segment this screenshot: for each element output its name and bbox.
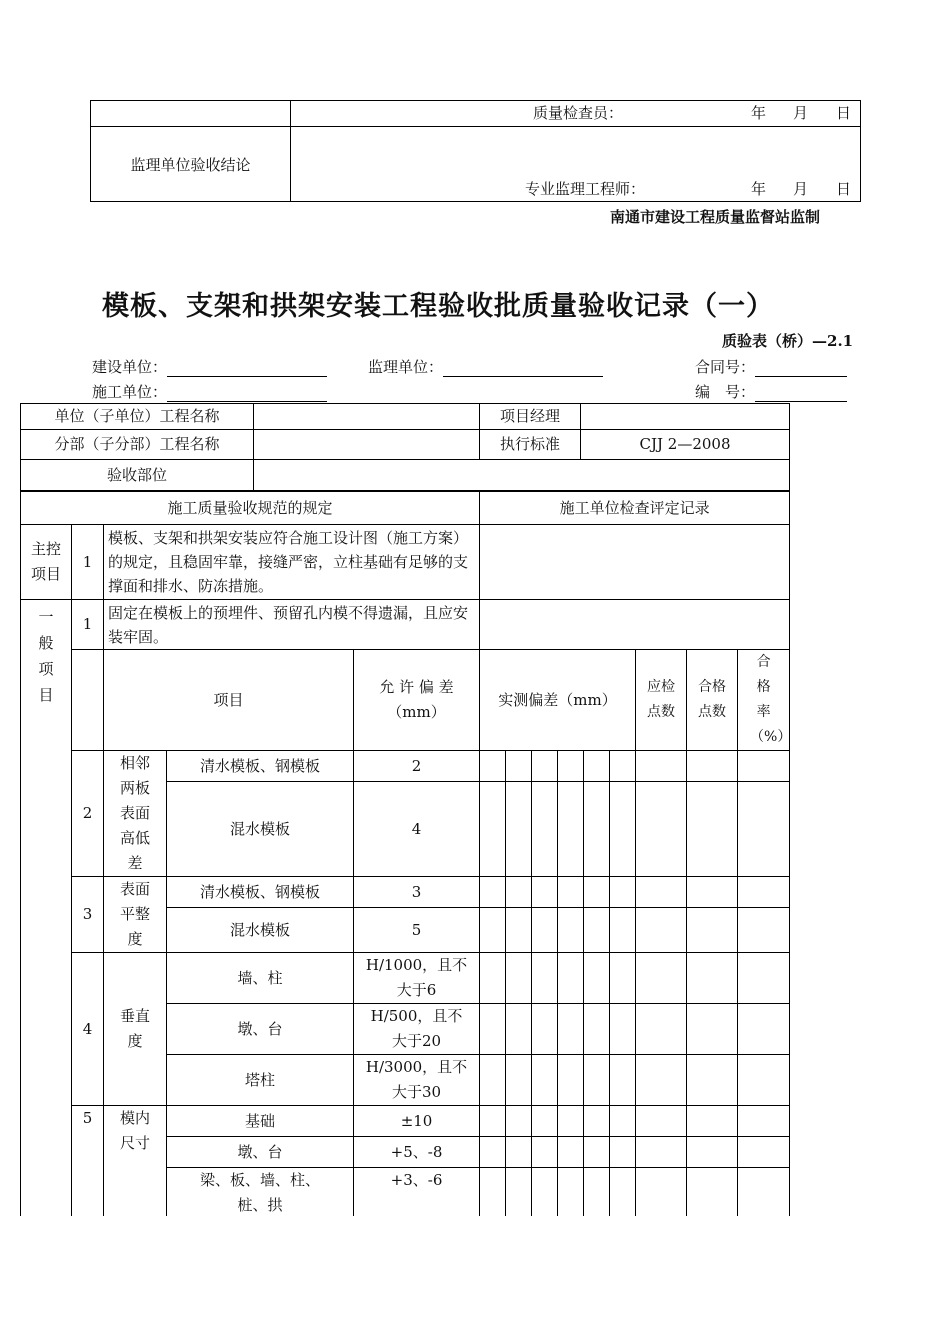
cell[interactable] [506, 751, 532, 782]
row5-no: 5 [72, 1106, 104, 1219]
inspector-label: 质量检查员： [533, 104, 624, 122]
cell[interactable] [687, 877, 738, 908]
acceptance-part-label: 验收部位 [21, 460, 254, 491]
row5-sub1-tol: ±10 [354, 1106, 480, 1137]
cell[interactable] [636, 908, 687, 953]
col-should-check: 应检点数 [636, 650, 687, 751]
row3-sub1-tol: 3 [354, 877, 480, 908]
supervisor-field[interactable] [443, 358, 603, 377]
cell[interactable] [584, 782, 610, 877]
row4-sub2: 墩、台 [167, 1004, 354, 1055]
cell[interactable] [584, 877, 610, 908]
builder-field[interactable] [167, 358, 327, 377]
cell[interactable] [738, 1168, 790, 1219]
cell[interactable] [738, 782, 790, 877]
cell[interactable] [636, 953, 687, 1004]
row4-sub1-tol: H/1000，且不大于6 [354, 953, 480, 1004]
cell[interactable] [480, 1168, 506, 1219]
cell[interactable] [636, 1168, 687, 1219]
cell[interactable] [584, 1004, 610, 1055]
inspector-month: 月 [793, 104, 809, 122]
cell[interactable] [687, 1168, 738, 1219]
cell[interactable] [687, 1137, 738, 1168]
engineer-month: 月 [793, 180, 809, 198]
cell[interactable] [506, 1004, 532, 1055]
cell[interactable] [636, 1055, 687, 1106]
supervision-conclusion-label: 监理单位验收结论 [91, 127, 291, 202]
cell[interactable] [480, 1106, 506, 1137]
engineer-year: 年 [751, 180, 767, 198]
row4-sub1: 墙、柱 [167, 953, 354, 1004]
cell[interactable] [532, 1168, 558, 1219]
supervised-by: 南通市建设工程质量监督站监制 [610, 208, 821, 226]
cell[interactable] [480, 751, 506, 782]
unit-project-label: 单位（子单位）工程名称 [21, 404, 254, 430]
col-pass-rate: 合格率（%） [738, 650, 790, 751]
cell[interactable] [610, 1168, 636, 1219]
cell[interactable] [738, 751, 790, 782]
page-title: 模板、支架和拱架安装工程验收批质量验收记录（一） [102, 291, 774, 322]
inspector-day: 日 [836, 104, 852, 122]
cell[interactable] [558, 953, 584, 1004]
cell[interactable] [506, 782, 532, 877]
contractor-label: 施工单位： [92, 383, 168, 401]
cell[interactable] [506, 1168, 532, 1219]
supervisor-label: 监理单位： [368, 358, 444, 376]
row3-no: 3 [72, 877, 104, 953]
supervision-conclusion-table [90, 100, 861, 202]
cell[interactable] [610, 1106, 636, 1137]
row2-sub1: 清水模板、钢模板 [167, 751, 354, 782]
general-item1-text: 固定在模板上的预埋件、预留孔内模不得遗漏，且应安装牢固。 [104, 600, 480, 650]
cell[interactable] [480, 1004, 506, 1055]
cell[interactable] [738, 877, 790, 908]
number-field[interactable] [755, 383, 847, 402]
cell[interactable] [610, 1055, 636, 1106]
engineer-label: 专业监理工程师： [525, 180, 646, 198]
cell[interactable] [532, 1004, 558, 1055]
cell[interactable] [558, 751, 584, 782]
row4-category: 垂直度 [104, 953, 167, 1106]
row5-sub3-tol: +3、-6 [354, 1168, 480, 1219]
cell[interactable] [738, 1004, 790, 1055]
cell[interactable] [584, 1055, 610, 1106]
main-control-record[interactable] [480, 525, 790, 600]
cell[interactable] [687, 1004, 738, 1055]
general-item1-no: 1 [72, 600, 104, 650]
row3-sub2: 混水模板 [167, 908, 354, 953]
cell[interactable] [532, 877, 558, 908]
general-item1-record[interactable] [480, 600, 790, 650]
cell[interactable] [532, 953, 558, 1004]
cell[interactable] [532, 782, 558, 877]
record-header: 施工单位检查评定记录 [480, 492, 790, 525]
contract-label: 合同号： [695, 358, 756, 376]
cell[interactable] [687, 1106, 738, 1137]
cell[interactable] [532, 908, 558, 953]
contract-field[interactable] [755, 358, 847, 377]
cell[interactable] [558, 1168, 584, 1219]
cell[interactable] [532, 1106, 558, 1137]
general-label-text: 一般项目 [38, 608, 54, 704]
cell[interactable] [636, 1137, 687, 1168]
cell[interactable] [506, 953, 532, 1004]
standard-label: 执行标准 [480, 430, 581, 460]
cell[interactable] [506, 1106, 532, 1137]
cell[interactable] [738, 1106, 790, 1137]
row3-category: 表面平整度 [104, 877, 167, 953]
cell[interactable] [687, 751, 738, 782]
cell[interactable] [480, 877, 506, 908]
cell[interactable] [532, 751, 558, 782]
inspector-year: 年 [751, 104, 767, 122]
col-measured: 实测偏差（mm） [480, 650, 636, 751]
spec-header: 施工质量验收规范的规定 [21, 492, 480, 525]
cell[interactable] [636, 877, 687, 908]
cell[interactable] [558, 1055, 584, 1106]
cell[interactable] [610, 751, 636, 782]
pm-label: 项目经理 [480, 404, 581, 430]
cell[interactable] [506, 877, 532, 908]
cell[interactable] [506, 1137, 532, 1168]
cell[interactable] [610, 877, 636, 908]
cell[interactable] [558, 908, 584, 953]
main-control-label: 主控项目 [21, 525, 72, 600]
row4-no: 4 [72, 953, 104, 1106]
cell[interactable] [558, 1137, 584, 1168]
cell[interactable] [584, 1137, 610, 1168]
cell[interactable] [636, 751, 687, 782]
info-table [20, 403, 790, 491]
cell[interactable] [610, 953, 636, 1004]
row2-no: 2 [72, 751, 104, 877]
cell[interactable] [636, 1106, 687, 1137]
cell[interactable] [558, 877, 584, 908]
cell[interactable] [584, 1168, 610, 1219]
row2-category: 相邻两板表面高低差 [104, 751, 167, 877]
col-item: 项目 [104, 650, 354, 751]
number-label: 编 号： [695, 383, 756, 401]
cell[interactable] [532, 1137, 558, 1168]
cell[interactable] [584, 1106, 610, 1137]
cell[interactable] [610, 908, 636, 953]
row3-sub1: 清水模板、钢模板 [167, 877, 354, 908]
cell[interactable] [480, 953, 506, 1004]
cell[interactable] [687, 953, 738, 1004]
row5-sub2: 墩、台 [167, 1137, 354, 1168]
row2-sub2: 混水模板 [167, 782, 354, 877]
cell[interactable] [610, 782, 636, 877]
cell[interactable] [584, 751, 610, 782]
cell[interactable] [480, 908, 506, 953]
cell[interactable] [687, 782, 738, 877]
engineer-day: 日 [836, 180, 852, 198]
cell[interactable] [738, 908, 790, 953]
contractor-field[interactable] [167, 383, 327, 402]
row3-sub2-tol: 5 [354, 908, 480, 953]
acceptance-part-value[interactable] [254, 460, 790, 491]
sub-project-value[interactable] [254, 430, 480, 460]
cell[interactable] [480, 782, 506, 877]
row5-sub3: 梁、板、墙、柱、桩、拱 [167, 1168, 354, 1219]
sub-project-label: 分部（子分部）工程名称 [21, 430, 254, 460]
cell[interactable] [610, 1004, 636, 1055]
cell[interactable] [738, 953, 790, 1004]
row5-category: 模内尺寸 [104, 1106, 167, 1219]
col-tolerance: 允 许 偏 差（mm） [354, 650, 480, 751]
cell[interactable] [610, 1137, 636, 1168]
general-label [21, 600, 72, 1219]
page-cutoff [0, 1216, 950, 1344]
cell[interactable] [738, 1137, 790, 1168]
cell[interactable] [584, 908, 610, 953]
builder-label: 建设单位： [92, 358, 168, 376]
col-pass-points: 合格点数 [687, 650, 738, 751]
row5-sub1: 基础 [167, 1106, 354, 1137]
cell[interactable] [738, 1055, 790, 1106]
main-control-no: 1 [72, 525, 104, 600]
row2-sub1-tol: 2 [354, 751, 480, 782]
cell[interactable] [506, 1055, 532, 1106]
form-code: 质验表（桥）—2.1 [722, 332, 854, 350]
cell[interactable] [480, 1055, 506, 1106]
cell[interactable] [558, 782, 584, 877]
row5-sub2-tol: +5、-8 [354, 1137, 480, 1168]
cell[interactable] [636, 1004, 687, 1055]
cell[interactable] [687, 1055, 738, 1106]
main-control-text: 模板、支架和拱架安装应符合施工设计图（施工方案）的规定，且稳固牢靠，接缝严密，立柱基础有足够的支撑面和排水、防冻措施。 [104, 525, 480, 600]
pm-value[interactable] [581, 404, 790, 430]
row4-sub3-tol: H/3000，且不大于30 [354, 1055, 480, 1106]
cell[interactable] [506, 908, 532, 953]
cell[interactable] [687, 908, 738, 953]
cell[interactable] [584, 953, 610, 1004]
row4-sub2-tol: H/500，且不大于20 [354, 1004, 480, 1055]
cell[interactable] [558, 1106, 584, 1137]
cell[interactable] [636, 782, 687, 877]
cell[interactable] [558, 1004, 584, 1055]
unit-project-value[interactable] [254, 404, 480, 430]
inspection-table [20, 491, 790, 1219]
cell[interactable] [480, 1137, 506, 1168]
row4-sub3: 塔柱 [167, 1055, 354, 1106]
cell[interactable] [532, 1055, 558, 1106]
standard-value: CJJ 2—2008 [581, 430, 790, 460]
row2-sub2-tol: 4 [354, 782, 480, 877]
